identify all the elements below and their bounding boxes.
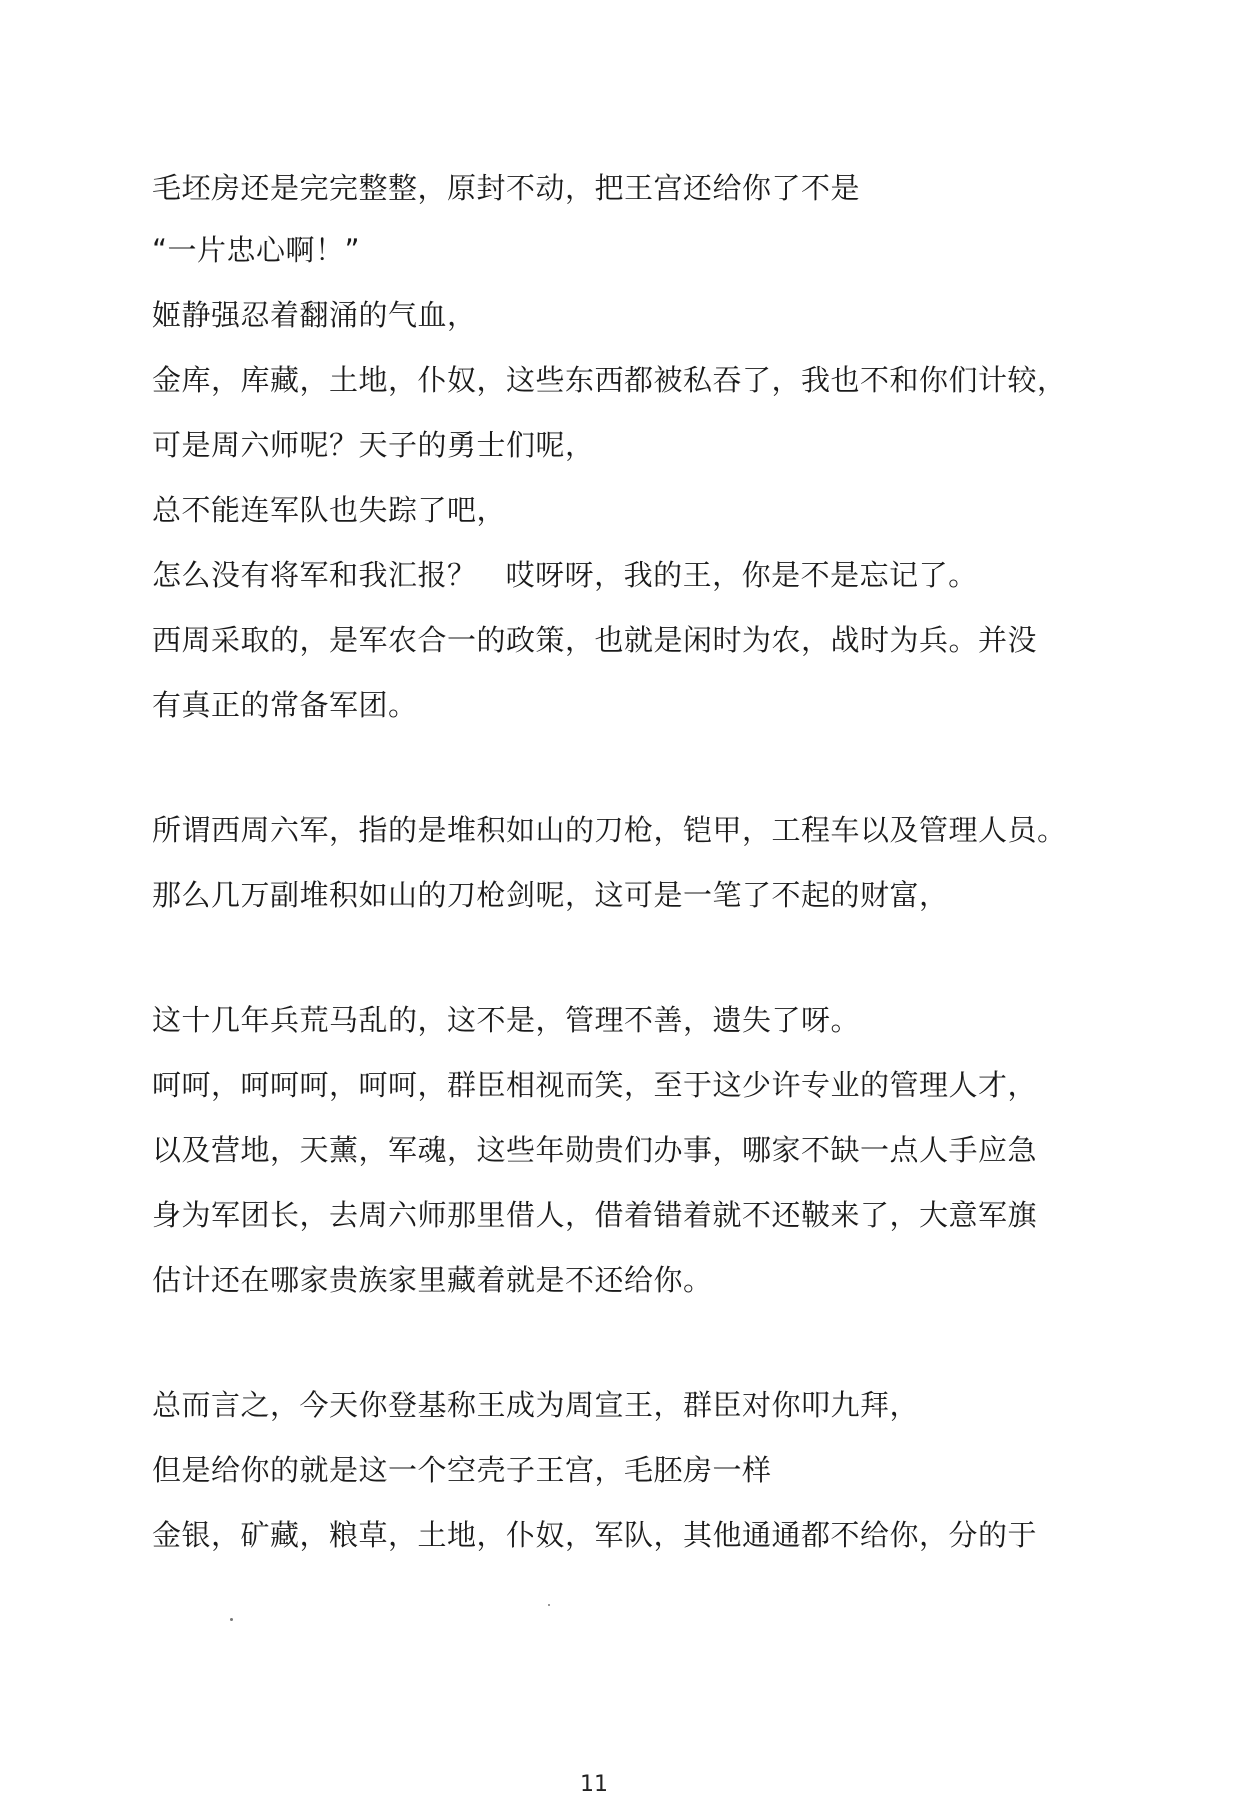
text-line: 总不能连军队也失踪了吧，: [152, 493, 507, 527]
text-line: 以及营地，天薰，军魂，这些年勋贵们办事，哪家不缺一点人手应急: [152, 1133, 1038, 1167]
text-line: 有真正的常备军团。: [152, 688, 418, 722]
text-line: 毛坯房还是完完整整，原封不动，把王宫还给你了不是: [152, 171, 861, 205]
text-line: 所谓西周六军，指的是堆积如山的刀枪，铠甲，工程车以及管理人员。: [152, 813, 1067, 847]
scan-speck: [230, 1618, 233, 1621]
text-line: 但是给你的就是这一个空壳子王宫，毛胚房一样: [152, 1453, 772, 1487]
text-line: “一片忠心啊！”: [152, 233, 361, 267]
text-line: 估计还在哪家贵族家里藏着就是不还给你。: [152, 1263, 713, 1297]
text-line: 那么几万副堆积如山的刀枪剑呢，这可是一笔了不起的财富，: [152, 878, 949, 912]
text-line: 西周采取的，是军农合一的政策，也就是闲时为农，战时为兵。并没: [152, 623, 1038, 657]
scan-speck: [548, 1604, 550, 1606]
page-number: 11: [580, 1772, 608, 1797]
text-line: 金库，库藏，土地，仆奴，这些东西都被私吞了，我也不和你们计较，: [152, 363, 1067, 397]
text-line: 姬静强忍着翻涌的气血，: [152, 298, 477, 332]
text-line: 身为军团长，去周六师那里借人，借着错着就不还鞁来了，大意军旗: [152, 1198, 1038, 1232]
text-line: 可是周六师呢？天子的勇士们呢，: [152, 428, 595, 462]
text-line: 怎么没有将军和我汇报？ 哎呀呀，我的王，你是不是忘记了。: [152, 558, 978, 592]
text-line: 总而言之，今天你登基称王成为周宣王，群臣对你叩九拜，: [152, 1388, 920, 1422]
text-line: 这十几年兵荒马乱的，这不是，管理不善，遗失了呀。: [152, 1003, 861, 1037]
text-line: 金银，矿藏，粮草，土地，仆奴，军队，其他通通都不给你，分的于: [152, 1518, 1038, 1552]
text-line: 呵呵，呵呵呵，呵呵，群臣相视而笑，至于这少许专业的管理人才，: [152, 1068, 1038, 1102]
